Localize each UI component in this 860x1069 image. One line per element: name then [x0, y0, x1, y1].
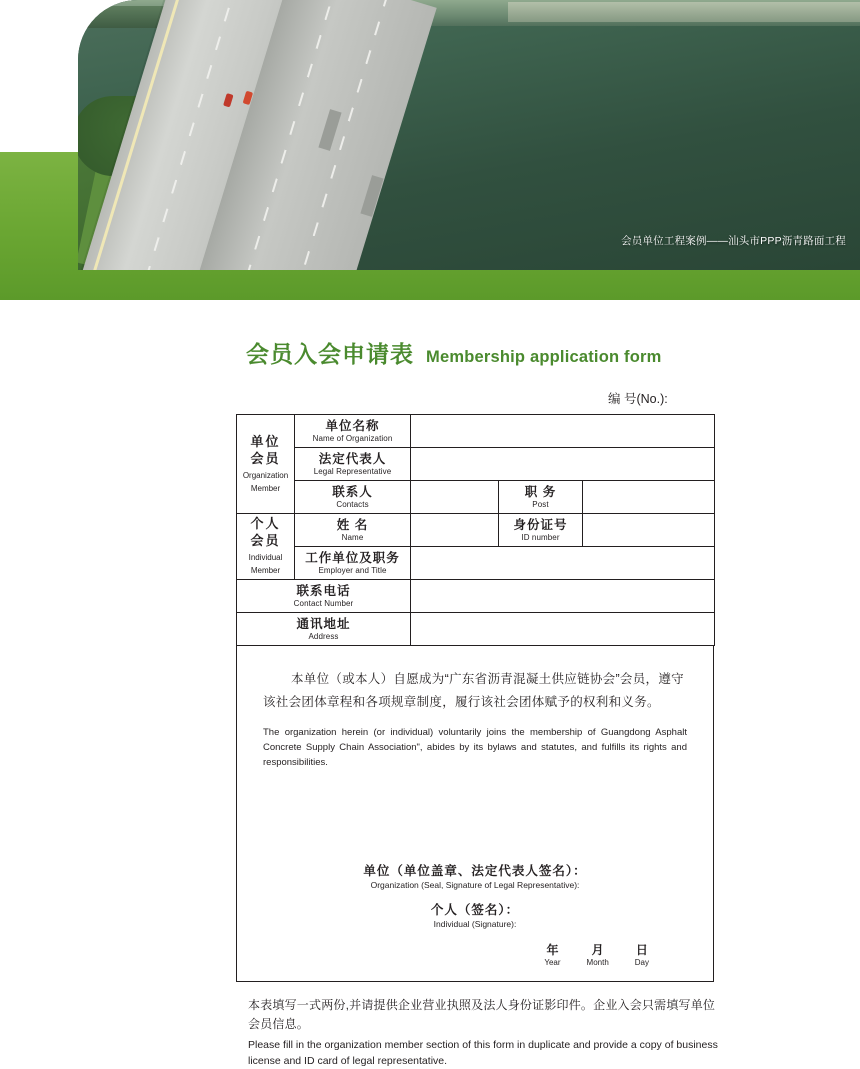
label-employer-and-title	[295, 547, 411, 580]
label-cn: 法定代表人	[318, 451, 387, 466]
date-year-en: Year	[544, 958, 561, 967]
section-individual-member	[237, 514, 295, 580]
form-table	[236, 414, 715, 646]
label-cn: 联系电话	[296, 583, 351, 598]
table-row	[237, 415, 715, 448]
page-title	[246, 336, 662, 369]
label-en: Name of Organization	[312, 434, 393, 444]
serial-number-label: 编 号(No.):	[608, 392, 668, 406]
date-year-cn: 年	[546, 943, 559, 957]
label-cn: 通讯地址	[296, 616, 351, 631]
section-organization-member	[237, 415, 295, 514]
label-id-number	[499, 514, 583, 547]
section-ind-cn-2: 会员	[250, 533, 281, 549]
label-en: Address	[308, 632, 339, 642]
section-org-cn-2: 会员	[250, 450, 281, 466]
section-ind-en-2: Member	[250, 566, 281, 576]
page-title-en: Membership application form	[426, 348, 662, 366]
field-contact-number[interactable]	[411, 580, 715, 613]
label-cn: 工作单位及职务	[305, 550, 400, 565]
label-contact-number	[237, 580, 411, 613]
declaration-text-cn: 本单位（或本人）自愿成为“广东省沥青混凝土供应链协会”会员，遵守该社会团体章程和各项规章制度，履行该社会团体赋予的权利和义务。	[263, 672, 684, 710]
distant-skyline	[508, 2, 860, 22]
label-cn: 职 务	[524, 484, 557, 499]
label-cn: 姓 名	[336, 517, 369, 532]
field-employer-and-title[interactable]	[411, 547, 715, 580]
label-en: ID number	[521, 533, 560, 543]
field-contacts[interactable]	[411, 481, 499, 514]
signature-individual-label-en: Individual (Signature):	[433, 919, 517, 929]
field-legal-representative[interactable]	[411, 448, 715, 481]
signature-organization-label-cn: 单位（单位盖章、法定代表人签名）：	[363, 864, 587, 878]
label-address	[237, 613, 411, 646]
table-row	[237, 547, 715, 580]
application-form	[236, 414, 714, 982]
field-post[interactable]	[583, 481, 715, 514]
label-en: Name	[341, 533, 364, 543]
footer-note	[248, 996, 718, 1069]
field-name[interactable]	[411, 514, 499, 547]
label-en: Employer and Title	[318, 566, 387, 576]
label-name	[295, 514, 411, 547]
date-day-cn: 日	[635, 943, 648, 957]
signature-organization-label-en: Organization (Seal, Signature of Legal Representative):	[370, 880, 580, 890]
hero-banner	[0, 0, 860, 300]
declaration-box	[236, 646, 714, 982]
label-cn: 身份证号	[513, 517, 568, 532]
label-contacts	[295, 481, 411, 514]
date-year	[544, 941, 560, 967]
date-day-en: Day	[634, 958, 649, 967]
label-post	[499, 481, 583, 514]
label-en: Contact Number	[293, 599, 354, 609]
signature-individual-label-cn: 个人（签名）：	[430, 903, 520, 917]
label-name-of-organization	[295, 415, 411, 448]
table-row	[237, 514, 715, 547]
section-org-en-1: Organization	[242, 470, 289, 480]
signature-area	[263, 861, 687, 967]
table-row	[237, 613, 715, 646]
field-id-number[interactable]	[583, 514, 715, 547]
label-en: Post	[532, 500, 549, 510]
label-en: Contacts	[336, 500, 369, 510]
table-row	[237, 580, 715, 613]
declaration-text-en: The organization herein (or individual) voluntarily joins the membership of Guangdong Asphalt Concrete Supply Chain Association", abides by its bylaws and statutes, and fulfills its rights and responsibilities.	[263, 727, 687, 768]
table-row	[237, 448, 715, 481]
bridge-photo	[78, 0, 860, 270]
footer-note-en: Please fill in the organization member section of this form in duplicate and provide a copy of business license and ID card of legal representative.	[248, 1039, 718, 1067]
date-month-en: Month	[586, 958, 609, 967]
date-month-cn: 月	[591, 943, 604, 957]
label-en: Legal Representative	[313, 467, 392, 477]
section-ind-cn-1: 个人	[250, 516, 281, 532]
date-day	[635, 941, 649, 967]
hero-caption: 会员单位工程案例——汕头市PPP沥青路面工程	[621, 235, 846, 247]
section-org-cn-1: 单位	[250, 433, 281, 449]
footer-note-cn: 本表填写一式两份,并请提供企业营业执照及法人身份证影印件。企业入会只需填写单位会员信息。	[248, 998, 716, 1032]
section-org-en-2: Member	[250, 483, 281, 493]
label-cn: 单位名称	[325, 418, 380, 433]
field-address[interactable]	[411, 613, 715, 646]
field-name-of-organization[interactable]	[411, 415, 715, 448]
page-title-cn: 会员入会申请表	[246, 341, 414, 367]
section-ind-en-1: Individual	[248, 553, 283, 562]
date-line	[263, 941, 687, 967]
car-red-1	[223, 93, 233, 107]
label-cn: 联系人	[332, 484, 373, 499]
date-month	[587, 941, 609, 967]
table-row	[237, 481, 715, 514]
label-legal-representative	[295, 448, 411, 481]
